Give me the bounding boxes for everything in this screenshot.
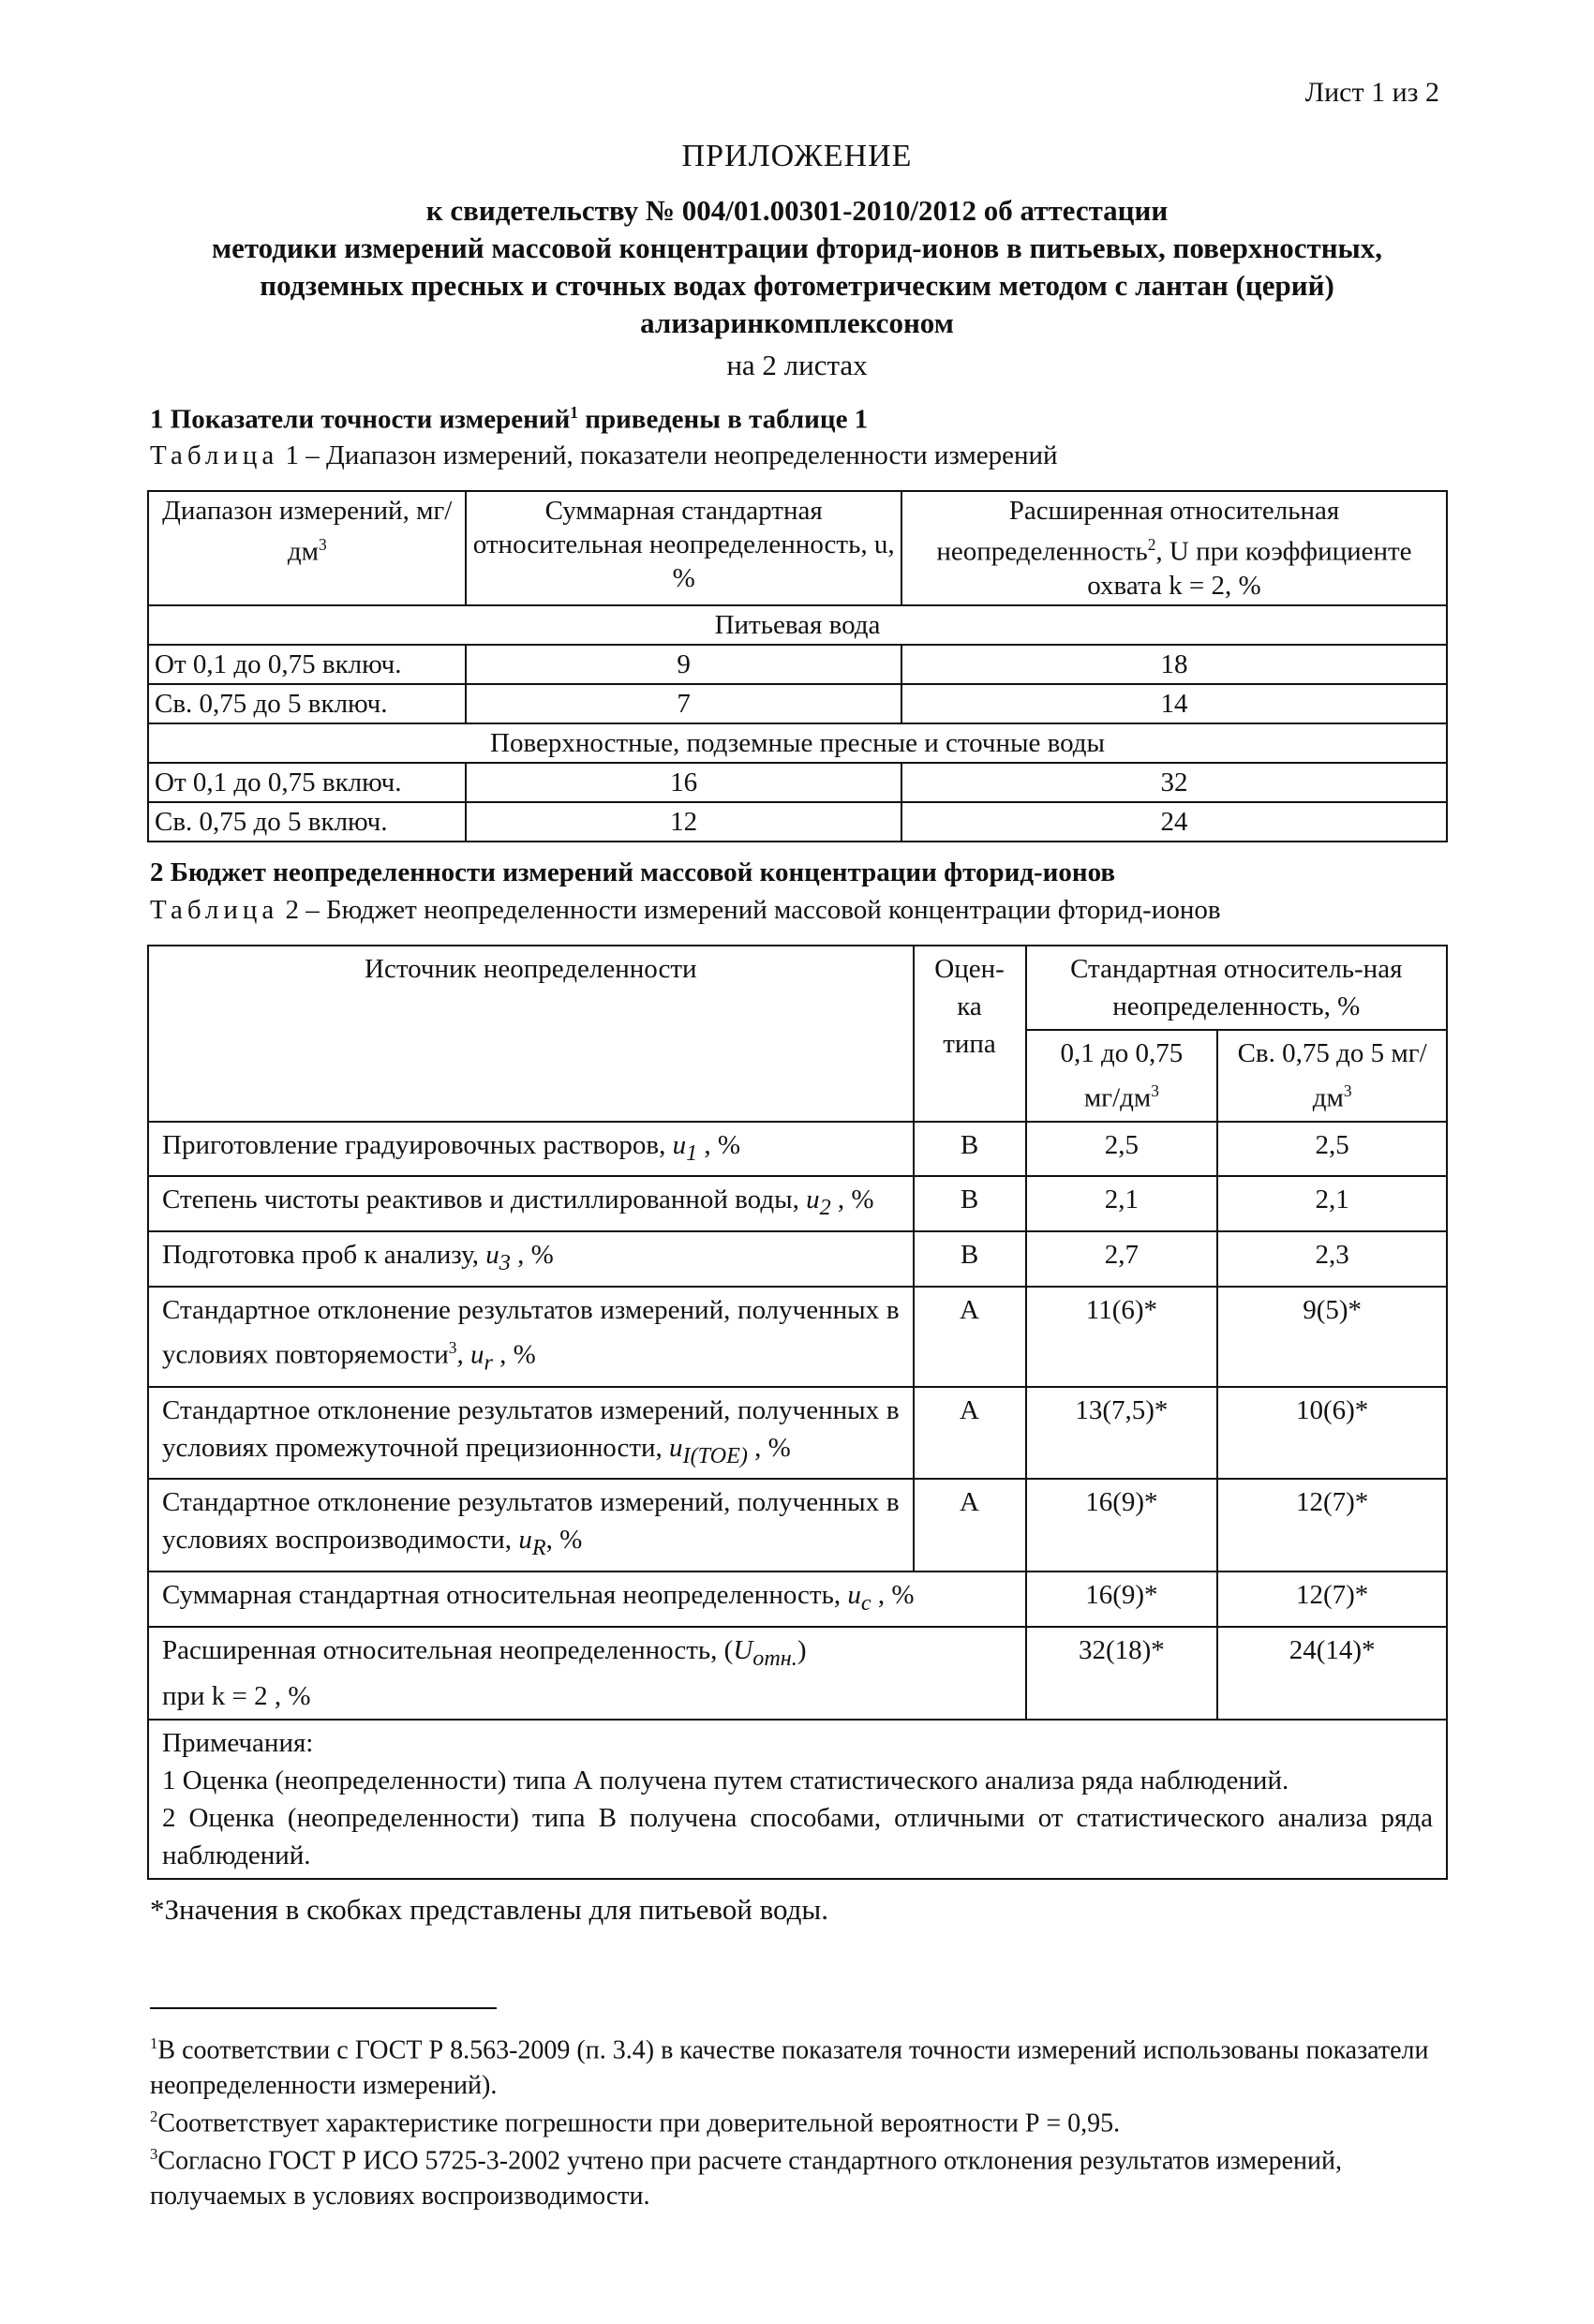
- table-cell: Подготовка проб к анализу, $u_3$ , %: [148, 1231, 914, 1287]
- table-1-caption: [150, 440, 1058, 471]
- note-item: 1 Оценка (неопределенности) типа А получена путем статистического анализа ряда наблюдений.: [162, 1765, 1289, 1795]
- table-cell: 10(6)*: [1217, 1387, 1447, 1480]
- caption-label: Таблица: [150, 440, 279, 470]
- subtitle-line: методики измерений массовой концентрации фторид-ионов в питьевых, поверхностных,: [211, 231, 1383, 264]
- table-cell: 9(5)*: [1217, 1287, 1447, 1386]
- table-row: [148, 1479, 1447, 1572]
- table-cell: 12: [466, 802, 901, 842]
- table-cell: 11(6)*: [1026, 1287, 1218, 1386]
- table-cell: 16: [466, 763, 901, 802]
- header-cell: Оцен-ка типа: [914, 946, 1026, 1122]
- table-cell: B: [914, 1231, 1026, 1287]
- table-row: [148, 946, 1447, 1030]
- table-row: [148, 802, 1447, 842]
- document-subtitle: [0, 192, 1594, 342]
- table-cell: Стандартное отклонение результатов измерений, полученных в условиях повторяемости$^3$, $u_r$ , %: [148, 1287, 914, 1386]
- notes-row: [148, 1720, 1447, 1879]
- table-row: [148, 1627, 1447, 1720]
- table-cell: 16(9)*: [1026, 1479, 1218, 1572]
- table-1: [147, 490, 1448, 842]
- table-row: [148, 1387, 1447, 1480]
- table-cell: 2,7: [1026, 1231, 1218, 1287]
- table-cell: 24: [901, 802, 1447, 842]
- table-row: [148, 1287, 1447, 1386]
- table-row: [148, 645, 1447, 684]
- table-cell: B: [914, 1176, 1026, 1231]
- notes-heading: Примечания:: [162, 1727, 314, 1758]
- table-row: [148, 1122, 1447, 1177]
- brackets-note: *Значения в скобках представлены для питьевой воды.: [150, 1893, 828, 1926]
- header-cell: 0,1 до 0,75 $мг/дм^3$: [1026, 1030, 1218, 1122]
- note-item: 2 Оценка (неопределенности) типа В получена способами, отличными от статистического анализа ряда наблюдений.: [162, 1802, 1433, 1870]
- notes-cell: [148, 1720, 1447, 1879]
- document-title: ПРИЛОЖЕНИЕ: [681, 139, 913, 173]
- header-cell: Диапазон измерений, $мг/дм^3$: [148, 491, 466, 605]
- table-cell: 12(7)*: [1217, 1479, 1447, 1572]
- table-cell: От 0,1 до 0,75 включ.: [148, 645, 466, 684]
- table-row: [148, 1572, 1447, 1627]
- table-cell: 13(7,5)*: [1026, 1387, 1218, 1480]
- footnote-divider: [150, 2007, 497, 2009]
- subtitle-line: ализаринкомплексоном: [640, 306, 954, 339]
- table-2: [147, 945, 1448, 1880]
- table-group-row: [148, 605, 1447, 645]
- table-cell: A: [914, 1479, 1026, 1572]
- section-1-text: 1 Показатели точности измерений: [150, 404, 571, 435]
- footnote: $^1$В соответствии с ГОСТ Р 8.563-2009 (п. 3.4) в качестве показателя точности измерений использованы показатели неопределенности измерений).: [150, 2034, 1429, 2101]
- table-row: [148, 1231, 1447, 1287]
- table-cell: A: [914, 1387, 1026, 1480]
- section-1-tail: приведены в таблице 1: [578, 404, 869, 435]
- section-2-heading: 2 Бюджет неопределенности измерений массовой концентрации фторид-ионов: [150, 857, 1116, 887]
- subtitle-line: к свидетельству № 004/01.00301-2010/2012 об аттестации: [425, 194, 1169, 227]
- group-cell: Питьевая вода: [148, 605, 1447, 645]
- table-cell: 2,1: [1026, 1176, 1218, 1231]
- footnote: $^2$Соответствует характеристике погрешности при доверительной вероятности Р = 0,95.: [150, 2108, 1121, 2138]
- table-cell: 32(18)*: [1026, 1627, 1218, 1720]
- table-cell: B: [914, 1122, 1026, 1177]
- table-cell: От 0,1 до 0,75 включ.: [148, 763, 466, 802]
- sheet-number: Лист 1 из 2: [1304, 77, 1439, 108]
- header-cell: Расширенная относительная неопределенность$^2$, U при коэффициенте охвата k = 2, %: [901, 491, 1447, 605]
- table-cell: 2,3: [1217, 1231, 1447, 1287]
- table-2-caption: [150, 895, 1221, 926]
- header-cell: Суммарная стандартная относительная неопределенность, u, %: [466, 491, 901, 605]
- table-cell: 32: [901, 763, 1447, 802]
- table-cell: Св. 0,75 до 5 включ.: [148, 684, 466, 723]
- table-row: [148, 684, 1447, 723]
- table-cell: Расширенная относительная неопределенность, $(U_{отн.})$ при k = 2 , %: [148, 1627, 1026, 1720]
- table-cell: Приготовление градуировочных растворов, $u_1$ , %: [148, 1122, 914, 1177]
- table-cell: Св. 0,75 до 5 включ.: [148, 802, 466, 842]
- footnote-ref: 1: [570, 403, 578, 422]
- section-1-heading: [150, 403, 868, 436]
- table-cell: 24(14)*: [1217, 1627, 1447, 1720]
- table-cell: 18: [901, 645, 1447, 684]
- table-cell: Стандартное отклонение результатов измерений, полученных в условиях промежуточной прецизионности, $u_{I(TOE)}$ , %: [148, 1387, 914, 1480]
- caption-text: 1 – Диапазон измерений, показатели неопределенности измерений: [278, 440, 1058, 470]
- table-cell: 7: [466, 684, 901, 723]
- table-row: [148, 763, 1447, 802]
- group-cell: Поверхностные, подземные пресные и сточные воды: [148, 723, 1447, 763]
- table-row: [148, 491, 1447, 605]
- subtitle-line: подземных пресных и сточных водах фотометрическим методом с лантан (церий): [260, 269, 1334, 302]
- table-cell: 16(9)*: [1026, 1572, 1218, 1627]
- header-cell: Источник неопределенности: [148, 946, 914, 1122]
- table-cell: 12(7)*: [1217, 1572, 1447, 1627]
- table-cell: A: [914, 1287, 1026, 1386]
- table-cell: 9: [466, 645, 901, 684]
- table-group-row: [148, 723, 1447, 763]
- table-cell: 2,1: [1217, 1176, 1447, 1231]
- sheets-count: на 2 листах: [726, 349, 868, 381]
- caption-label: Таблица: [150, 895, 279, 925]
- table-row: [148, 1176, 1447, 1231]
- header-cell: Стандартная относитель-ная неопределенность, %: [1026, 946, 1448, 1030]
- table-cell: Стандартное отклонение результатов измерений, полученных в условиях воспроизводимости, $u_R$, %: [148, 1479, 914, 1572]
- caption-text: 2 – Бюджет неопределенности измерений массовой концентрации фторид-ионов: [278, 895, 1221, 925]
- table-cell: 14: [901, 684, 1447, 723]
- table-cell: 2,5: [1217, 1122, 1447, 1177]
- table-cell: 2,5: [1026, 1122, 1218, 1177]
- table-cell: Степень чистоты реактивов и дистиллированной воды, $u_2$ , %: [148, 1176, 914, 1231]
- table-cell: Суммарная стандартная относительная неопределенность, $u_c$ , %: [148, 1572, 1026, 1627]
- header-cell: Св. 0,75 до 5 $мг/дм^3$: [1217, 1030, 1447, 1122]
- footnote: $^3$Согласно ГОСТ Р ИСО 5725-3-2002 учтено при расчете стандартного отклонения результатов измерений, получаемых в условиях воспроизводимости.: [150, 2145, 1342, 2212]
